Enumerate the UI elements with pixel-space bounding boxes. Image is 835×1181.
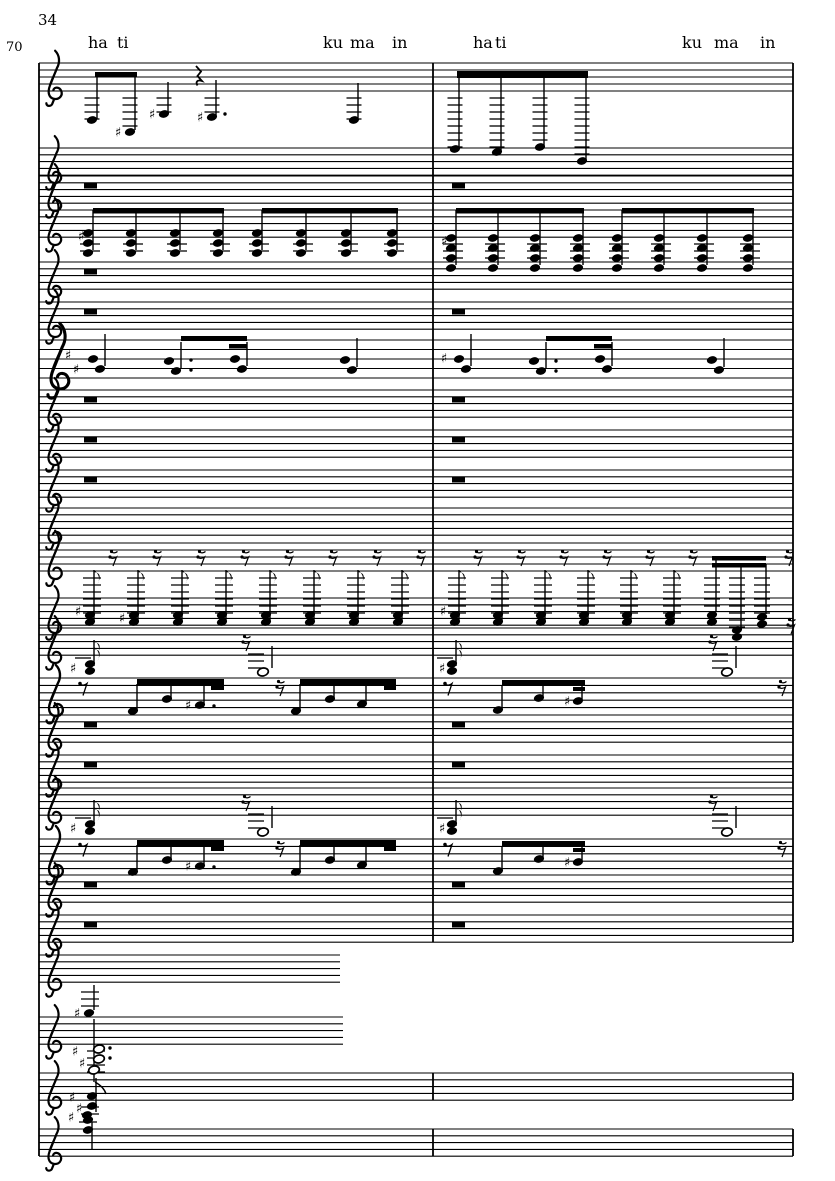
sharp-accidental: ♯ — [184, 859, 192, 875]
notehead — [529, 233, 541, 243]
sharp-accidental: ♯ — [69, 661, 77, 677]
whole-rest — [452, 722, 465, 728]
notehead — [529, 253, 541, 263]
sharp-accidental: ♯ — [438, 821, 446, 837]
sharp-accidental: ♯ — [69, 821, 77, 837]
notehead — [742, 233, 754, 243]
whole-rest — [452, 309, 465, 315]
note-flag — [588, 570, 594, 584]
notehead — [124, 127, 136, 137]
whole-rest — [84, 397, 97, 403]
notehead — [340, 238, 352, 248]
notehead — [295, 248, 307, 258]
sharp-accidental: ♯ — [196, 110, 204, 126]
notehead — [445, 253, 457, 263]
notehead — [229, 354, 241, 364]
staff-4 — [39, 198, 793, 252]
lyric-syllable: ti — [495, 33, 507, 52]
whole-rest — [452, 762, 465, 768]
note-flag — [182, 570, 188, 584]
note-flag — [226, 570, 232, 584]
notehead — [653, 263, 665, 273]
treble-clef-icon — [46, 1005, 61, 1059]
half-notehead — [88, 1065, 100, 1075]
whole-rest — [452, 437, 465, 443]
staff-10 — [39, 458, 793, 512]
eighth-rest — [80, 845, 87, 857]
sharp-accidental: ♯ — [563, 694, 571, 710]
notehead — [696, 263, 708, 273]
staff-21 — [39, 903, 793, 957]
notehead — [572, 263, 584, 273]
notehead — [251, 248, 263, 258]
staff-25 — [39, 1117, 793, 1171]
treble-clef-icon — [47, 826, 63, 884]
notehead — [169, 248, 181, 258]
notehead — [601, 364, 613, 374]
whole-rest — [452, 882, 465, 888]
staves — [39, 51, 793, 1171]
staff-14 — [39, 616, 793, 670]
sharp-accidental: ♯ — [440, 351, 448, 367]
augmentation-dot — [554, 369, 557, 372]
whole-rest — [84, 309, 97, 315]
augmentation-dot — [108, 1056, 111, 1059]
whole-rest — [84, 269, 97, 275]
notehead — [611, 233, 623, 243]
sixteenth-rest — [779, 682, 787, 697]
notehead — [731, 632, 743, 642]
whole-rests — [84, 183, 465, 928]
page-bar-number: 34 — [38, 11, 58, 29]
augmentation-dot — [189, 358, 192, 361]
note-flag — [314, 570, 320, 584]
staff-19 — [39, 826, 793, 884]
note-flag — [545, 570, 551, 584]
treble-clef-icon — [46, 586, 61, 640]
lyric-syllable: in — [760, 33, 776, 52]
notehead — [446, 666, 458, 676]
staff-5 — [39, 250, 793, 304]
lyric-syllable: ma — [350, 33, 375, 52]
whole-rest — [84, 762, 97, 768]
sixteenth-rest — [788, 620, 796, 635]
notehead — [169, 228, 181, 238]
augmentation-dot — [554, 359, 557, 362]
lyric-syllable: ha — [88, 33, 108, 52]
note-flag — [502, 570, 508, 584]
notehead — [742, 263, 754, 273]
notehead — [82, 248, 94, 258]
notehead — [83, 1008, 95, 1018]
sharp-accidental: ♯ — [184, 698, 192, 714]
notehead — [84, 666, 96, 676]
whole-rest — [84, 882, 97, 888]
notehead — [487, 233, 499, 243]
whole-rest — [84, 183, 97, 189]
sharp-accidental: ♯ — [563, 855, 571, 871]
notehead — [125, 238, 137, 248]
sharp-accidental: ♯ — [71, 1044, 79, 1060]
whole-rest — [84, 722, 97, 728]
notehead — [611, 253, 623, 263]
whole-rest — [84, 477, 97, 483]
note-flag — [631, 570, 637, 584]
notehead — [713, 365, 725, 375]
notehead — [340, 228, 352, 238]
notehead — [653, 233, 665, 243]
system-bar-number: 70 — [6, 40, 23, 55]
note-flag — [138, 570, 144, 584]
sharp-accidental: ♯ — [74, 604, 82, 620]
note-flag — [270, 570, 276, 584]
notehead — [742, 253, 754, 263]
note-flag — [94, 807, 100, 821]
notehead — [386, 228, 398, 238]
quarter-rest — [196, 66, 202, 86]
note-flag — [94, 570, 100, 584]
sharp-accidental: ♯ — [73, 1006, 81, 1022]
notehead — [94, 364, 106, 374]
notehead — [163, 356, 175, 366]
notehead — [346, 365, 358, 375]
note-flag — [402, 570, 408, 584]
sharp-accidental: ♯ — [438, 661, 446, 677]
staff-11 — [39, 496, 793, 550]
lyric-syllable: in — [392, 33, 408, 52]
note-flag — [94, 647, 100, 661]
sharp-accidental: ♯ — [75, 1101, 83, 1117]
treble-clef-icon — [46, 1117, 61, 1171]
lyric-syllable: ku — [323, 33, 343, 52]
notehead — [653, 253, 665, 263]
notehead — [251, 238, 263, 248]
note-flag — [358, 570, 364, 584]
augmentation-dot — [223, 112, 226, 115]
notehead — [706, 355, 718, 365]
sixteenth-rest — [779, 843, 787, 858]
notehead — [236, 364, 248, 374]
notehead — [386, 248, 398, 258]
treble-clef-icon — [46, 136, 61, 190]
notehead — [251, 228, 263, 238]
sharp-accidental: ♯ — [72, 362, 80, 378]
lyric-syllable: ti — [117, 33, 129, 52]
lyric-syllable: ha — [473, 33, 493, 52]
notehead — [529, 263, 541, 273]
notehead — [594, 354, 606, 364]
sixteenth-rest — [277, 843, 285, 858]
notehead — [339, 355, 351, 365]
sharp-accidental: ♯ — [114, 125, 122, 141]
whole-rest — [84, 922, 97, 928]
sixteenth-rest — [277, 682, 285, 697]
augmentation-dot — [108, 1046, 111, 1049]
notehead — [295, 228, 307, 238]
sharp-accidental: ♯ — [64, 348, 72, 364]
notehead — [535, 366, 547, 376]
staff-16 — [39, 703, 793, 757]
notehead — [453, 354, 465, 364]
notehead — [340, 248, 352, 258]
notehead — [572, 233, 584, 243]
whole-rest — [452, 477, 465, 483]
notehead — [528, 356, 540, 366]
whole-rest — [452, 397, 465, 403]
sharp-accidental: ♯ — [67, 1110, 75, 1126]
staff-1 — [39, 51, 793, 106]
bottom-chords — [68, 985, 112, 1150]
staff-8 — [39, 378, 793, 432]
eighth-rest — [80, 684, 87, 696]
whole-rest — [452, 183, 465, 189]
treble-clef-icon — [46, 51, 61, 106]
augmentation-dot — [212, 704, 215, 707]
notehead — [460, 364, 472, 374]
staff-6 — [39, 290, 793, 344]
eighth-rest — [445, 845, 452, 857]
notehead — [487, 263, 499, 273]
note-flag — [456, 647, 462, 661]
sharp-accidental: ♯ — [78, 1056, 86, 1072]
notehead — [125, 228, 137, 238]
sharp-accidental: ♯ — [440, 234, 448, 250]
notehead — [696, 233, 708, 243]
notehead — [212, 228, 224, 238]
staff-22 — [39, 943, 340, 997]
staff-7 — [39, 323, 793, 398]
treble-clef-icon — [46, 1061, 61, 1115]
lyric-syllable: ku — [682, 33, 702, 52]
augmentation-dot — [189, 368, 192, 371]
eighth-rest — [445, 684, 452, 696]
staff-17 — [39, 743, 793, 797]
notehead — [386, 238, 398, 248]
notehead — [295, 238, 307, 248]
notehead — [696, 253, 708, 263]
note-flag — [674, 570, 680, 584]
staff-9 — [39, 418, 793, 472]
notehead — [611, 263, 623, 273]
whole-rest — [452, 922, 465, 928]
chord-runs — [78, 208, 760, 273]
notehead — [125, 248, 137, 258]
sharp-accidental: ♯ — [77, 229, 85, 245]
staff-20 — [39, 863, 793, 917]
augmentation-dot — [212, 865, 215, 868]
sharp-accidental: ♯ — [118, 611, 126, 627]
barlines — [39, 63, 793, 1156]
voice-staff — [85, 66, 590, 166]
notehead — [170, 366, 182, 376]
notehead — [756, 619, 768, 629]
notehead — [446, 826, 458, 836]
staff-24 — [39, 1061, 793, 1115]
sharp-accidental: ♯ — [439, 604, 447, 620]
sharp-accidental: ♯ — [68, 1090, 76, 1106]
lyric-syllable: ma — [714, 33, 739, 52]
staff-18 — [39, 776, 793, 830]
notehead — [84, 826, 96, 836]
notehead — [87, 354, 99, 364]
staff-2 — [39, 136, 793, 190]
notehead — [212, 248, 224, 258]
notehead — [169, 238, 181, 248]
notehead — [212, 238, 224, 248]
notehead — [487, 253, 499, 263]
notehead — [445, 263, 457, 273]
notehead — [572, 253, 584, 263]
whole-rest — [84, 437, 97, 443]
sharp-accidental: ♯ — [148, 107, 156, 123]
note-flag — [459, 570, 465, 584]
note-flag — [456, 807, 462, 821]
notehead — [86, 115, 98, 125]
